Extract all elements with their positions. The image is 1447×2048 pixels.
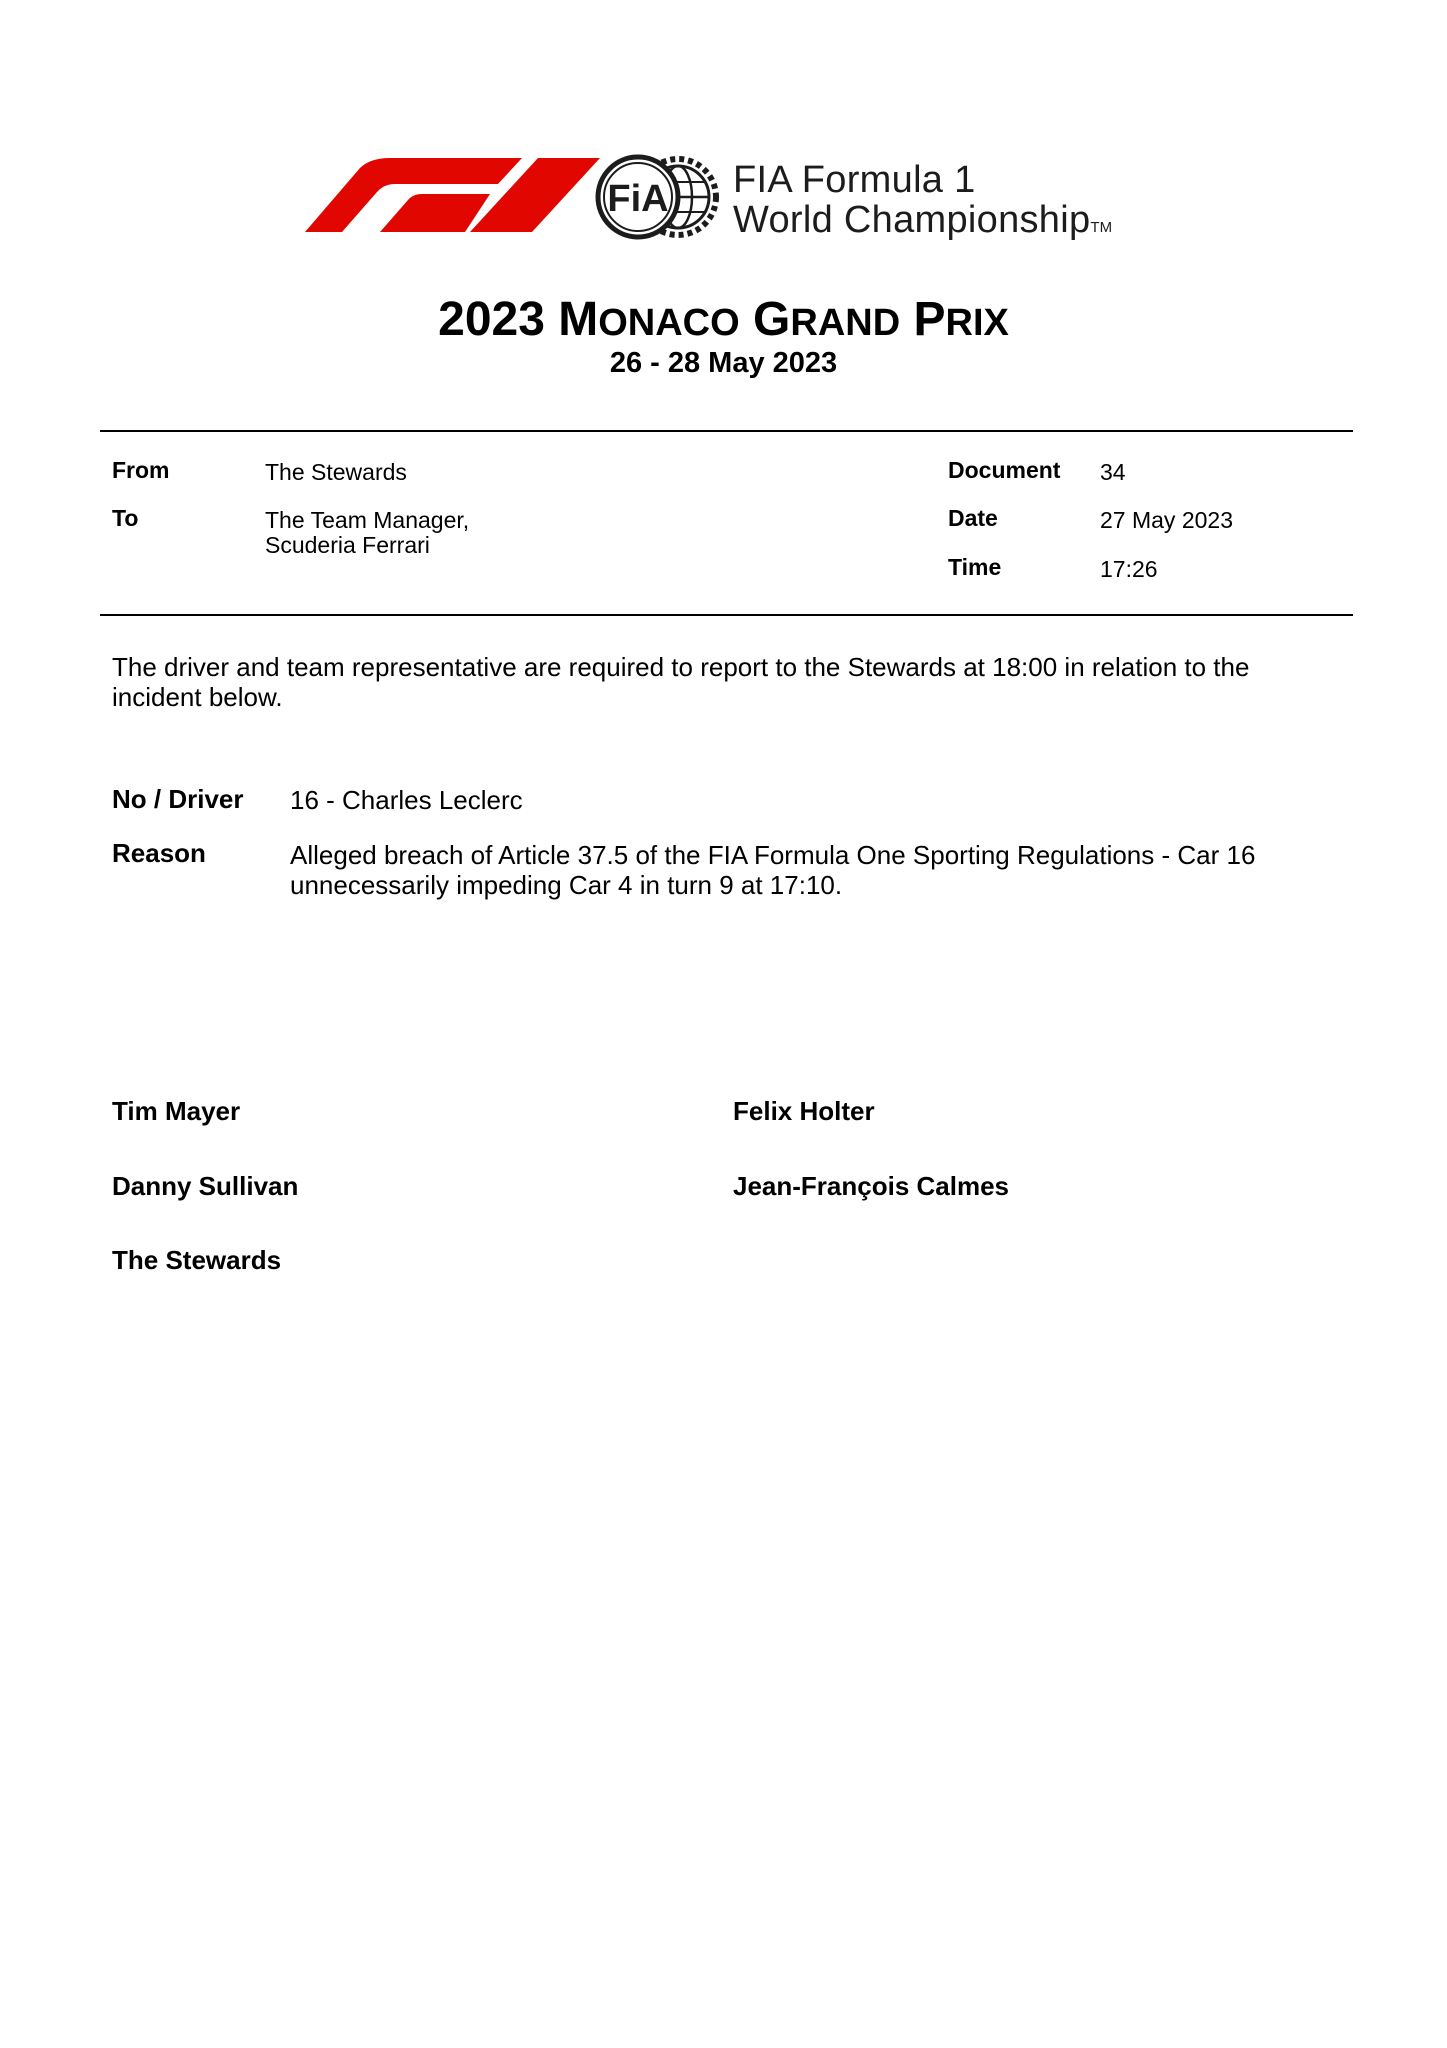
summons-line1: The driver and team representative are required to report to the Stewards at 18:00 in relation to the bbox=[112, 652, 1250, 682]
signature-4: Jean-François Calmes bbox=[733, 1171, 1010, 1201]
title-word3-cap: P bbox=[913, 293, 946, 346]
to-line2: Scuderia Ferrari bbox=[265, 532, 430, 558]
page-title bbox=[0, 292, 1447, 347]
from-label: From bbox=[112, 457, 170, 483]
title-word1-cap: M bbox=[558, 293, 599, 346]
signature-3: Danny Sullivan bbox=[112, 1171, 299, 1201]
event-dates: 26 - 28 May 2023 bbox=[609, 347, 838, 379]
time-label: Time bbox=[948, 554, 1002, 580]
logo-wordmark bbox=[733, 160, 1112, 248]
trademark: TM bbox=[1090, 219, 1113, 236]
logo-line2: World Championship bbox=[733, 199, 1091, 241]
reason-label: Reason bbox=[112, 838, 206, 868]
title-year: 2023 bbox=[438, 293, 545, 346]
svg-text:FiA: FiA bbox=[607, 178, 669, 220]
date-value: 27 May 2023 bbox=[1100, 507, 1233, 533]
title-word2-rest: RAND bbox=[790, 302, 901, 344]
summons-line2: incident below. bbox=[112, 682, 283, 712]
driver-label: No / Driver bbox=[112, 784, 244, 814]
to-label: To bbox=[112, 505, 139, 531]
divider-bottom bbox=[100, 614, 1353, 616]
reason-line1: Alleged breach of Article 37.5 of the FIA Formula One Sporting Regulations - Car 16 bbox=[290, 840, 1256, 870]
logo-line1: FIA Formula 1 bbox=[733, 159, 976, 201]
signature-stewards: The Stewards bbox=[112, 1245, 282, 1275]
title-word2-cap: G bbox=[753, 293, 791, 346]
signature-2: Felix Holter bbox=[733, 1096, 875, 1126]
signature-1: Tim Mayer bbox=[112, 1096, 241, 1126]
reason-line2: unnecessarily impeding Car 4 in turn 9 at 17:10. bbox=[290, 870, 843, 900]
from-value: The Stewards bbox=[265, 459, 407, 485]
summons-paragraph bbox=[112, 652, 1352, 712]
date-label: Date bbox=[948, 505, 998, 531]
driver-value: 16 - Charles Leclerc bbox=[290, 785, 523, 815]
document-label: Document bbox=[948, 457, 1061, 483]
to-value bbox=[265, 508, 469, 558]
time-value: 17:26 bbox=[1100, 556, 1158, 582]
document-value: 34 bbox=[1100, 459, 1126, 485]
divider-top bbox=[100, 430, 1353, 432]
to-line1: The Team Manager, bbox=[265, 507, 470, 533]
reason-value bbox=[290, 840, 1360, 900]
title-word3-rest: RIX bbox=[945, 302, 1009, 344]
title-word1-rest: ONACO bbox=[598, 302, 740, 344]
